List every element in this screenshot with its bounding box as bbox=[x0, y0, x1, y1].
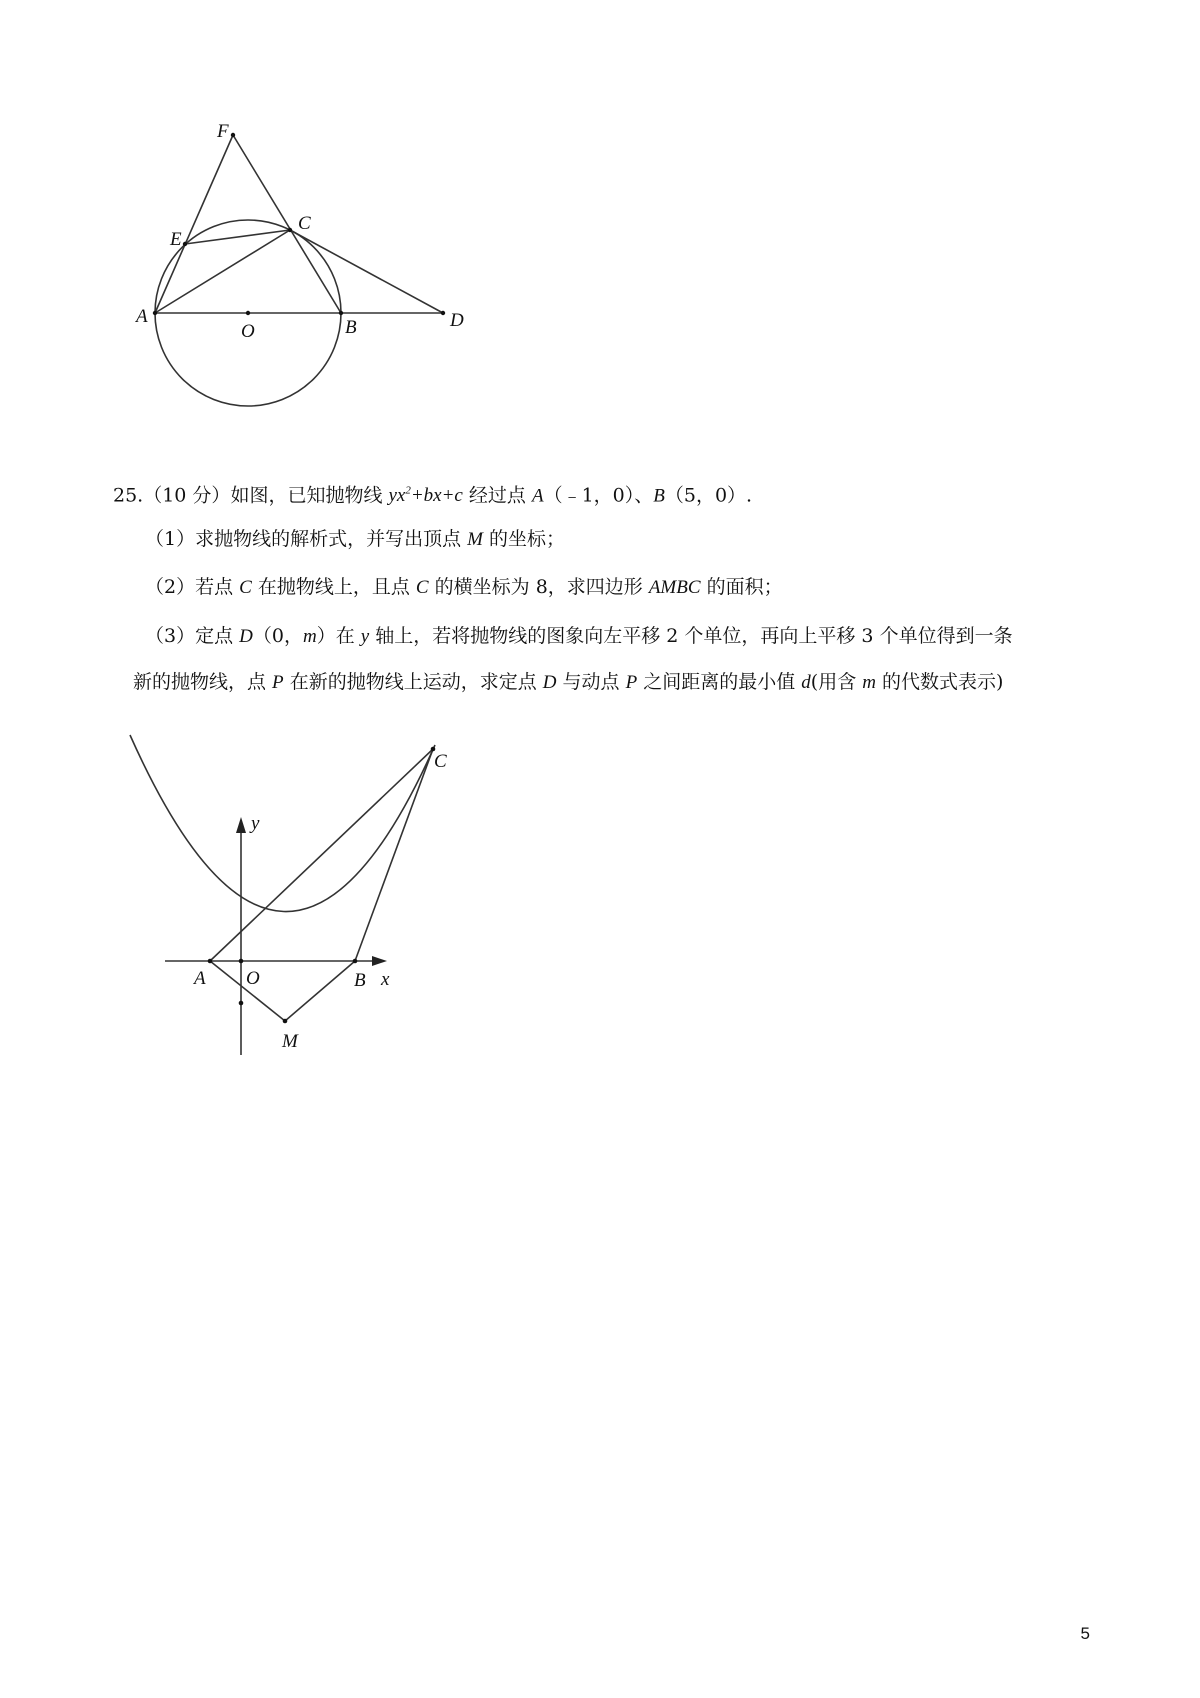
label-o2: O bbox=[246, 968, 260, 989]
point-m bbox=[283, 1019, 288, 1024]
point-c bbox=[288, 228, 292, 232]
label-f: F bbox=[217, 121, 229, 142]
sub3-d: D bbox=[239, 626, 253, 647]
point-d bbox=[441, 311, 445, 315]
label-c2: C bbox=[434, 751, 447, 772]
sub3-y: y bbox=[360, 626, 370, 647]
sub3-line2-a: 新的抛物线，点 bbox=[133, 671, 273, 693]
equation bbox=[388, 485, 462, 506]
sub3-p1: P bbox=[272, 672, 284, 693]
point-b-label: B bbox=[653, 485, 665, 507]
parabola-figure bbox=[125, 705, 505, 1065]
question-25-stem bbox=[113, 479, 752, 508]
parabola-figure-svg bbox=[125, 705, 505, 1065]
sub3-dvar: d bbox=[801, 672, 811, 693]
point-o2 bbox=[239, 959, 244, 964]
point-b2 bbox=[353, 959, 358, 964]
point-a-label: A bbox=[531, 485, 544, 507]
sub3-line2-e: (用含 bbox=[810, 671, 863, 693]
label-a2: A bbox=[194, 968, 206, 989]
sub3-line2-d: 之间距离的最小值 bbox=[637, 671, 802, 693]
y-axis-arrow-icon bbox=[236, 817, 246, 833]
point-y-intercept bbox=[239, 1001, 244, 1006]
point-o bbox=[246, 311, 250, 315]
point-b-coords: （5，0）. bbox=[664, 484, 753, 507]
sub2-prefix: （2）若点 bbox=[145, 576, 240, 598]
sub-question-2 bbox=[145, 575, 783, 600]
circle-geometry-figure bbox=[130, 118, 510, 448]
question-number: 25. bbox=[113, 484, 144, 507]
circle-figure-svg bbox=[130, 118, 510, 448]
equation-exponent: 2 bbox=[405, 485, 411, 497]
point-b bbox=[339, 311, 343, 315]
equation-yx: yx bbox=[388, 485, 406, 507]
sub3-coords-close: ）在 bbox=[316, 625, 361, 647]
sub3-line2-c: 与动点 bbox=[556, 671, 626, 693]
sub2-ambc: AMBC bbox=[648, 577, 701, 598]
sub3-d2: D bbox=[542, 672, 557, 693]
sub-question-1 bbox=[145, 527, 565, 552]
sub3-m: m bbox=[302, 626, 317, 647]
point-a bbox=[153, 311, 157, 315]
sub-question-3-line-2 bbox=[133, 670, 1003, 695]
label-x: x bbox=[381, 969, 390, 990]
sub3-m2: m bbox=[862, 672, 876, 693]
label-e: E bbox=[170, 229, 182, 250]
sub1-suffix: 的坐标； bbox=[482, 528, 566, 550]
segment-mb bbox=[285, 961, 355, 1021]
sub1-prefix: （1）求抛物线的解析式，并写出顶点 bbox=[145, 528, 468, 550]
label-a: A bbox=[136, 306, 148, 327]
question-score: （10 分） bbox=[143, 484, 231, 507]
parabola-curve bbox=[130, 735, 435, 912]
sub1-m: M bbox=[467, 529, 483, 550]
label-m: M bbox=[282, 1031, 298, 1052]
x-axis-arrow-icon bbox=[372, 956, 387, 966]
sub2-mid2: 的横坐标为 8，求四边形 bbox=[428, 576, 649, 598]
question-lead: 如图，已知抛物线 bbox=[230, 484, 389, 507]
line-cd bbox=[290, 230, 443, 313]
sub2-suffix: 的面积； bbox=[700, 576, 783, 598]
sub3-p2: P bbox=[625, 672, 638, 693]
equation-rest: +bx+c bbox=[410, 485, 463, 507]
label-b2: B bbox=[354, 970, 366, 991]
sub2-c1: C bbox=[239, 577, 252, 598]
page-number: 5 bbox=[1080, 1624, 1090, 1643]
question-lead-after: 经过点 bbox=[462, 484, 532, 507]
label-b: B bbox=[345, 317, 357, 338]
sub-question-3 bbox=[145, 624, 1013, 649]
segment-bc bbox=[355, 749, 433, 961]
sub3-rest: 轴上，若将抛物线的图象向左平移 2 个单位，再向上平移 3 个单位得到一条 bbox=[369, 625, 1013, 647]
sub3-line2-b: 在新的抛物线上运动，求定点 bbox=[283, 671, 543, 693]
point-e bbox=[183, 242, 187, 246]
label-d: D bbox=[450, 310, 464, 331]
sub2-c2: C bbox=[415, 577, 429, 598]
sub3-prefix: （3）定点 bbox=[145, 625, 240, 647]
point-f bbox=[231, 133, 235, 137]
sub2-mid: 在抛物线上，且点 bbox=[251, 576, 416, 598]
label-o: O bbox=[241, 321, 255, 342]
segment-ac bbox=[210, 749, 433, 961]
label-y: y bbox=[251, 813, 260, 834]
point-a2 bbox=[208, 959, 213, 964]
sub3-line2-f: 的代数式表示) bbox=[875, 671, 1004, 693]
point-a-coords: （﹣1，0）、 bbox=[543, 484, 654, 507]
sub3-coords-open: （0， bbox=[252, 625, 303, 647]
line-fb bbox=[233, 135, 341, 313]
label-c: C bbox=[298, 213, 311, 234]
